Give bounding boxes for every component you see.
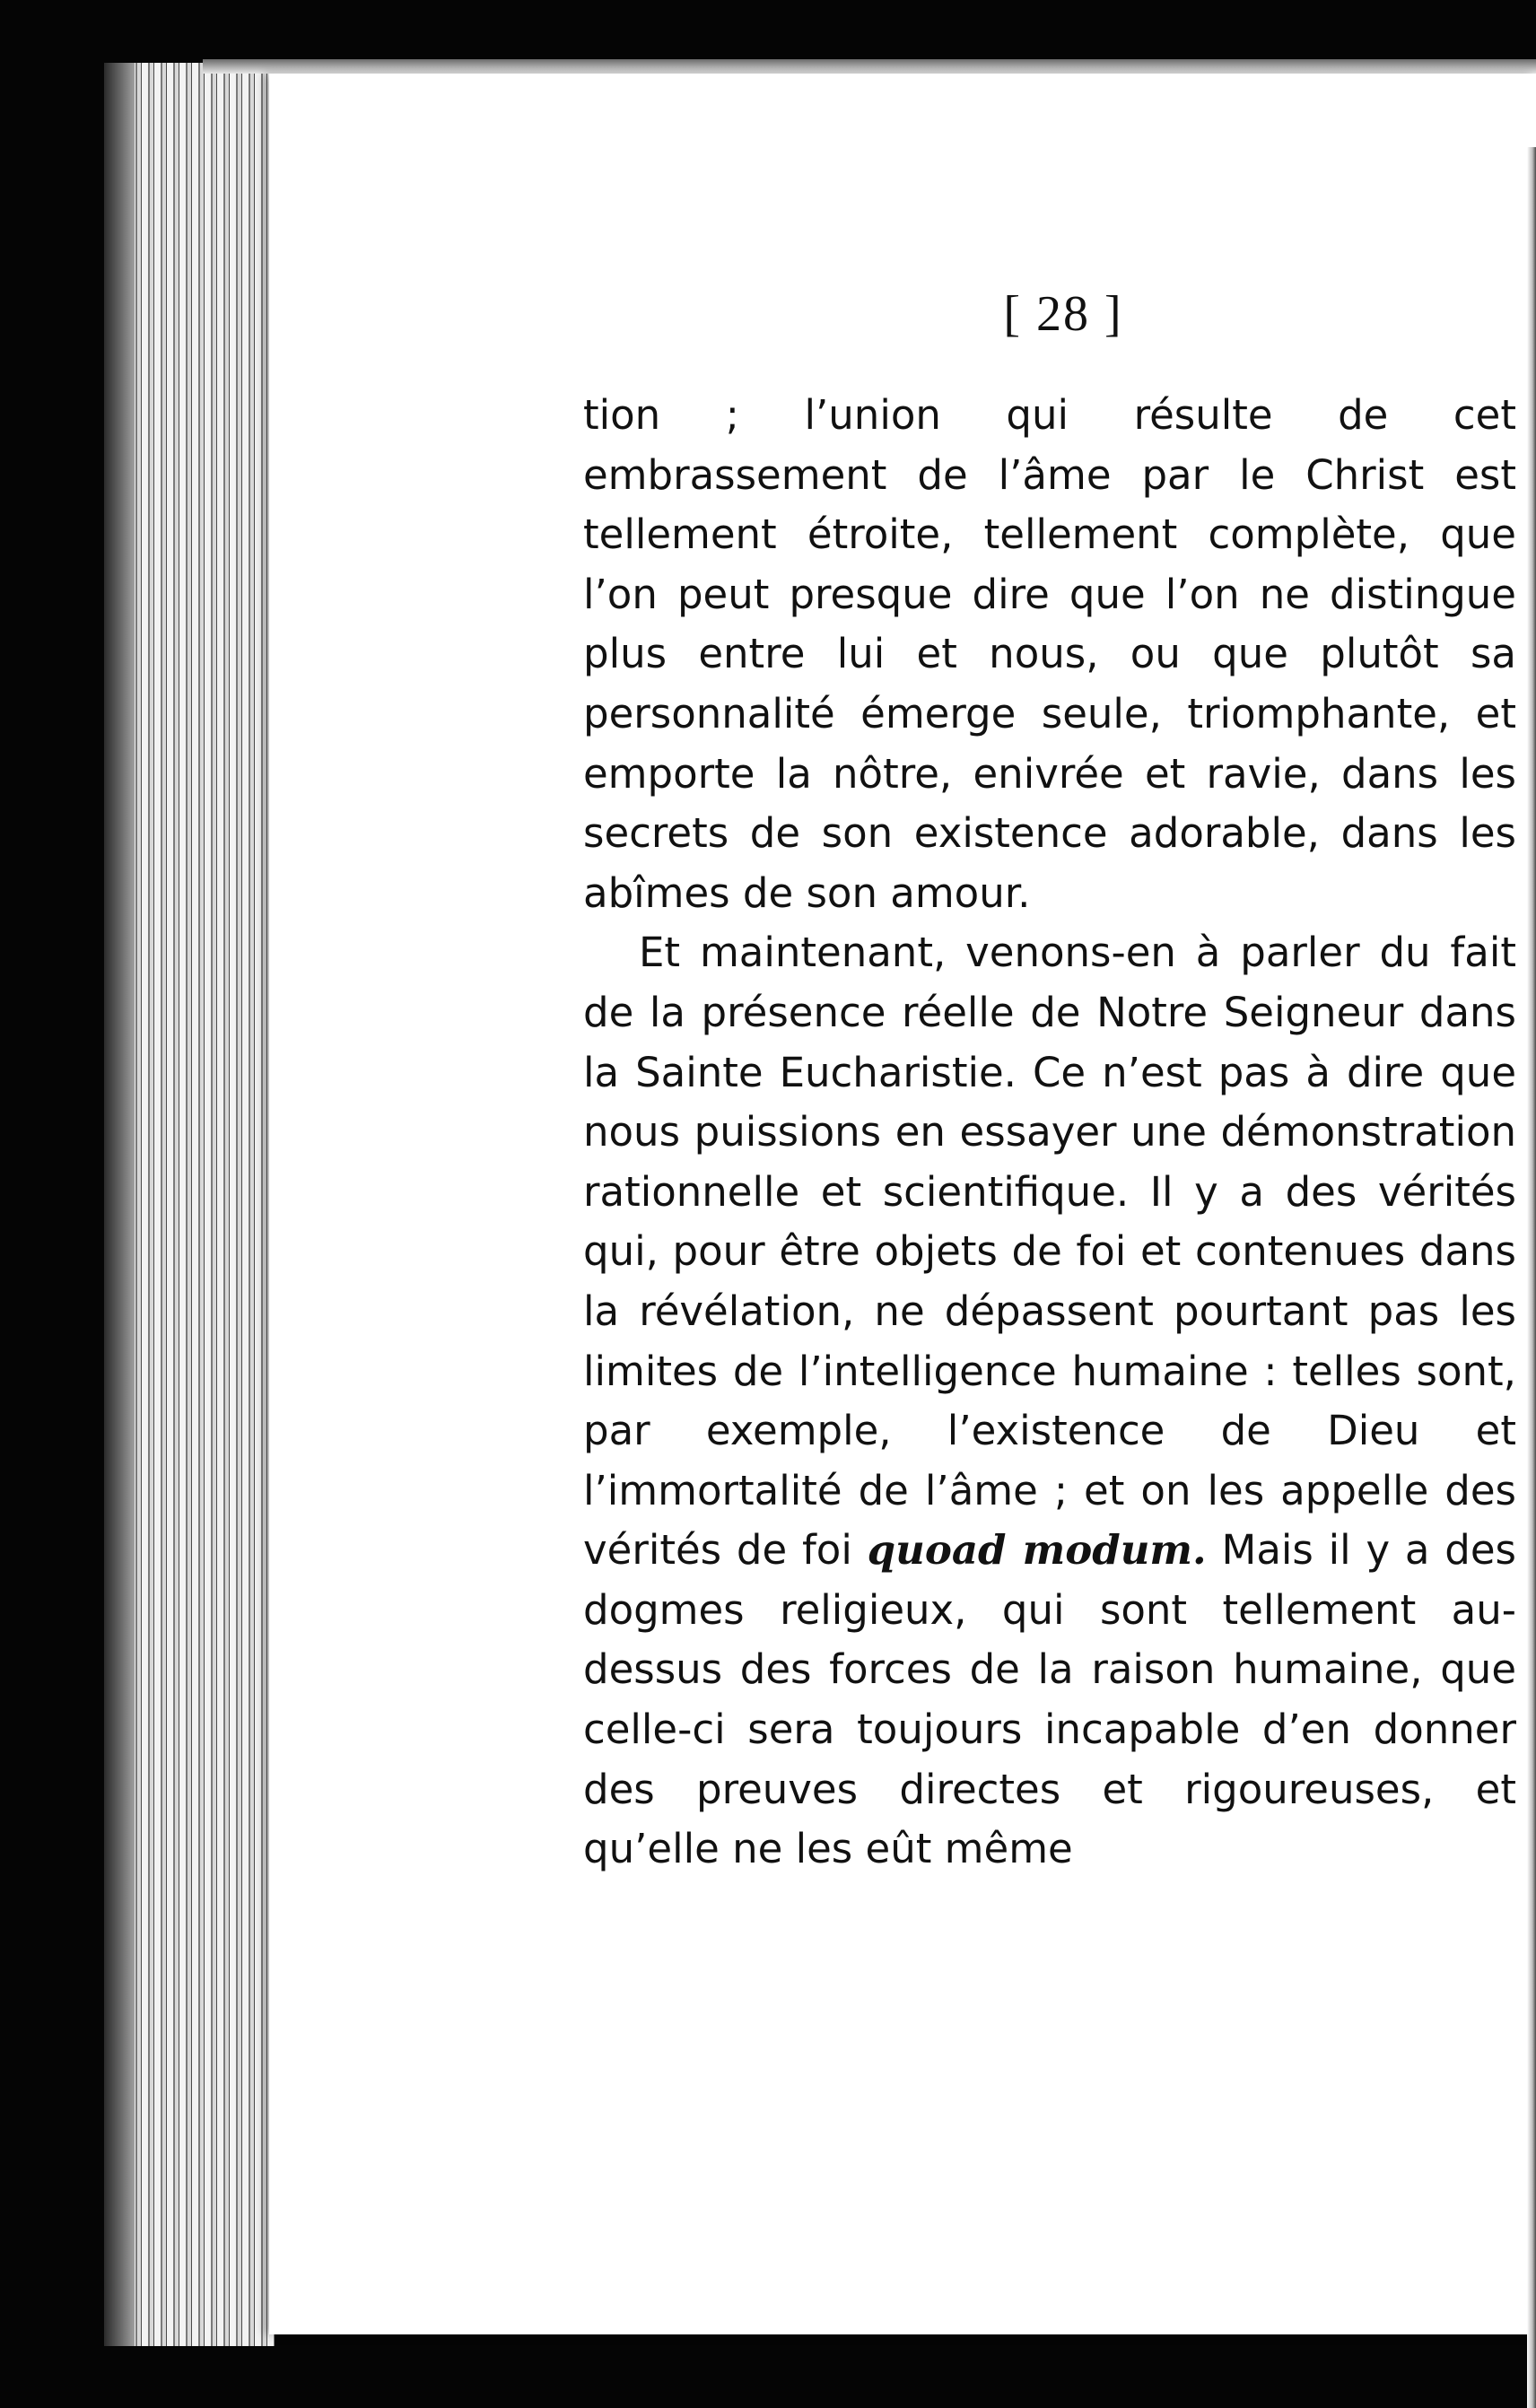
page-number: [ 28 ] xyxy=(1003,286,1123,342)
paragraph-2-text-start: Et maintenant, venons-en à parler du fait de la présence réelle de Notre Seigneur dans la Sainte Eucharistie. Ce n’est pas à dire que nous puissions en essayer une démonstration rationnelle et scientifique. Il y a des vérités qui, pour être objets de foi et contenues dans la révélation, ne dépassent pourtant pas les limites de l’intelligence humaine : telles sont, par exemple, l’existence de Dieu et l’immortalité de l’âme ; et on les appelle des vérités de foi xyxy=(583,929,1516,1575)
page-body-text xyxy=(583,386,1516,1880)
page-right-edge xyxy=(1527,147,1536,2408)
page-top-edge xyxy=(203,59,1536,74)
book-spine-shadow xyxy=(104,63,135,2346)
paragraph-1: tion ; l’union qui résulte de cet embrassement de l’âme par le Christ est tellement étroite, tellement complète, que l’on peut presque dire que l’on ne distingue plus entre lui et nous, ou que plutôt sa personnalité émerge seule, triomphante, et emporte la nôtre, enivrée et ravie, dans les secrets de son existence adorable, dans les abîmes de son amour. xyxy=(583,391,1516,917)
paragraph-2 xyxy=(583,923,1516,1880)
paragraph-2-text-end: Mais il y a des dogmes religieux, qui sont tellement au-dessus des forces de la raison humaine, que celle-ci sera toujours incapable d’en donner des preuves directes et rigoureuses, et qu’elle ne les eût même xyxy=(583,1526,1516,1873)
latin-phrase: quoad modum. xyxy=(867,1526,1207,1575)
